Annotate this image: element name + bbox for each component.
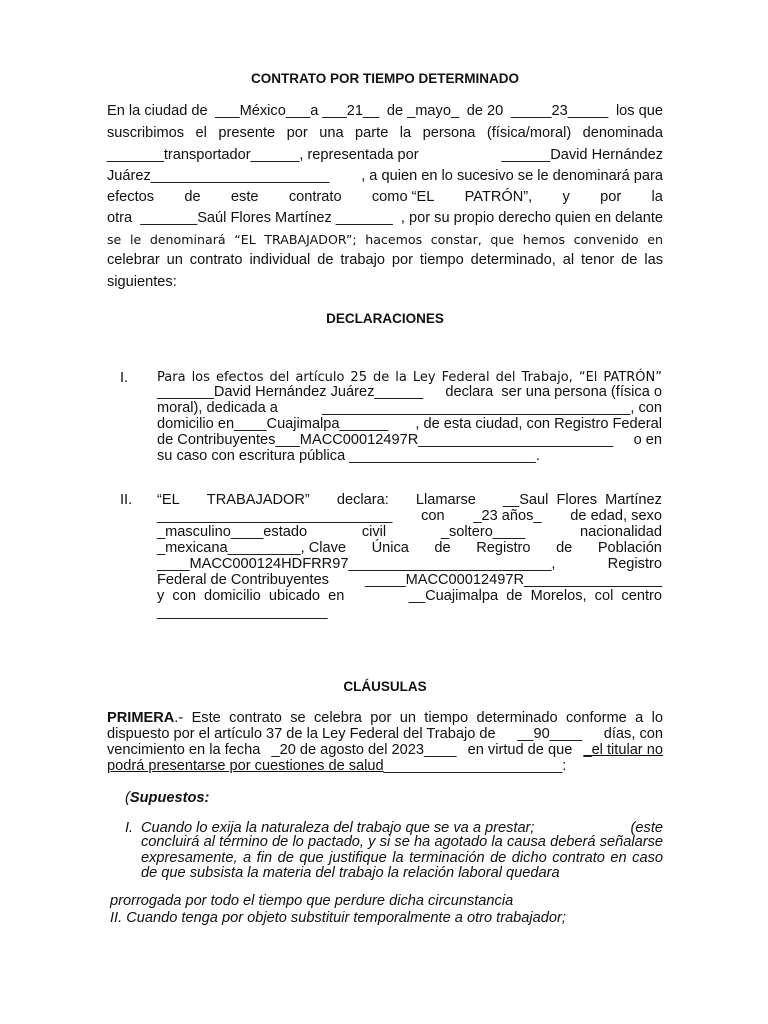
declaracion-ii-line-4: _mexicana_________, Clave Única de Registro de Población xyxy=(157,540,662,556)
supuesto-ii: II. Cuando tenga por objeto substituir temporalmente a otro trabajador; xyxy=(110,910,566,926)
primera-line-2: dispuesto por el artículo 37 de la Ley Federal del Trabajo de __90____ días, con xyxy=(107,726,663,742)
sexo-field: _masculino____ xyxy=(157,524,264,540)
patron-field: _______David Hernández Juárez______ xyxy=(157,384,424,400)
intro-line-4: Juárez______________________ , a quien en lo sucesivo se le denominará para xyxy=(107,168,663,184)
intro-line-5: efectos de este contrato como “EL PATRÓN”, y por la xyxy=(107,189,663,205)
intro-line-1: En la ciudad de ___México___a ___21__ de _mayo_ de 20 _____23_____ los que xyxy=(107,103,663,119)
empresa-field: _______transportador______ xyxy=(107,147,300,163)
declaracion-ii-line-5: ____MACC000124HDFRR97_________________________, Registro xyxy=(157,556,662,572)
mes-field: _mayo_ xyxy=(407,103,460,119)
declaracion-ii-number: II. xyxy=(120,492,133,508)
declaracion-i-line-2: _______David Hernández Juárez______ declara ser una persona (física o xyxy=(157,384,662,400)
declaracion-ii-line-1: “EL TRABAJADOR” declara: Llamarse __Saul Flores Martínez xyxy=(157,492,662,508)
declaracion-ii-line-3: _masculino____estado civil _soltero____ nacionalidad xyxy=(157,524,662,540)
declaracion-ii-line-6: Federal de Contribuyentes _____MACC00012497R_________________ xyxy=(157,572,662,588)
declaracion-i-number: I. xyxy=(120,370,129,386)
estado-civil-field: _soltero____ xyxy=(440,524,526,540)
clausulas-heading: CLÁUSULAS xyxy=(343,679,427,694)
declaracion-ii-line-2: _____________________________ con _23 años_ de edad, sexo xyxy=(157,508,662,524)
rfc-trabajador-field: _____MACC00012497R_________________ xyxy=(365,572,662,588)
representante-field-2: Juárez______________________ xyxy=(107,168,330,184)
dedicada-field: ______________________________________ xyxy=(321,400,631,416)
declaracion-i-line-5: de Contribuyentes___MACC00012497R________________________ o en xyxy=(157,432,662,448)
declaracion-i-line-1: Para los efectos del artículo 25 de la Ley Federal del Trabajo, “El PATRÓN” xyxy=(157,370,662,385)
curp-field: ____MACC000124HDFRR97_________________________ xyxy=(157,556,552,572)
motivo-field: _el titular no xyxy=(583,742,663,758)
document-title: CONTRATO POR TIEMPO DETERMINADO xyxy=(250,71,519,86)
declaraciones-heading: DECLARACIONES xyxy=(326,311,444,326)
domicilio-patron-field: ____Cuajimalpa______ xyxy=(234,416,389,432)
ciudad-field: ___México___ xyxy=(215,103,311,119)
supuesto-i-tail: prorrogada por todo el tiempo que perdure dicha circunstancia xyxy=(110,893,514,909)
intro-line-7: se le denominará “EL TRABAJADOR”; hacemos constar, que hemos convenido en xyxy=(107,232,663,247)
primera-label: PRIMERA xyxy=(107,710,175,726)
declaracion-i-line-6: su caso con escritura pública _______________________ . xyxy=(157,448,541,464)
rfc-patron-field: ___MACC00012497R________________________ xyxy=(275,432,614,448)
domicilio-trabajador-field: __Cuajimalpa de Morelos, col centro xyxy=(408,588,662,604)
intro-line-6: otra _______Saúl Flores Martínez _______ , por su propio derecho quien en delante xyxy=(107,210,663,226)
escritura-field: _______________________ xyxy=(349,448,536,464)
declaracion-ii-line-7: y con domicilio ubicado en __Cuajimalpa de Morelos, col centro xyxy=(157,588,662,604)
fecha-vencimiento-field: _20 de agosto del 2023____ xyxy=(271,742,457,758)
representante-field: ______David Hernández xyxy=(501,147,663,163)
supuesto-i-body: concluirá al término de lo pactado, y si se ha agotado la causa deberá señalarse expresamente, a fin de que justifique la terminación de dicho contrato en caso de que subsista la materia del trabajo la relación laboral quedara xyxy=(141,834,663,881)
declaracion-i-line-4: domicilio en____Cuajimalpa______ , de esta ciudad, con Registro Federal xyxy=(157,416,662,432)
supuestos-heading: (Supuestos: xyxy=(125,790,210,806)
edad-field: _23 años_ xyxy=(473,508,542,524)
anio-field: _____23_____ xyxy=(510,103,609,119)
intro-line-8: celebrar un contrato individual de trabajo por tiempo determinado, al tenor de las xyxy=(107,252,663,268)
intro-line-2: suscribimos el presente por una parte la persona (física/moral) denominada xyxy=(107,125,663,141)
intro-line-3: _______transportador______, representada por ______David Hernández xyxy=(107,147,663,163)
intro-line-9: siguientes: xyxy=(107,274,177,290)
nacionalidad-field: _mexicana_________ xyxy=(157,540,301,556)
primera-line-3: vencimiento en la fecha _20 de agosto del 2023____ en virtud de que _el titular no xyxy=(107,742,663,758)
declaracion-i-line-3: moral), dedicada a ______________________________________, con xyxy=(157,400,662,416)
primera-line-4: podrá presentarse por cuestiones de salud ______________________ : xyxy=(107,758,567,774)
supuesto-i-line-1: Cuando lo exija la naturaleza del trabajo que se va a prestar; (este xyxy=(141,820,663,836)
dia-field: ___21__ xyxy=(322,103,380,119)
nombre-trabajador-field: __Saul Flores Martínez xyxy=(502,492,662,508)
dias-field: __90____ xyxy=(517,726,583,742)
primera-line-1: PRIMERA .- Este contrato se celebra por un tiempo determinado conforme a lo xyxy=(107,710,663,726)
supuesto-i-number: I. xyxy=(125,820,134,836)
declaracion-ii-line-8: _____________________ xyxy=(157,604,328,620)
trabajador-field: _______Saúl Flores Martínez _______ xyxy=(140,210,393,226)
